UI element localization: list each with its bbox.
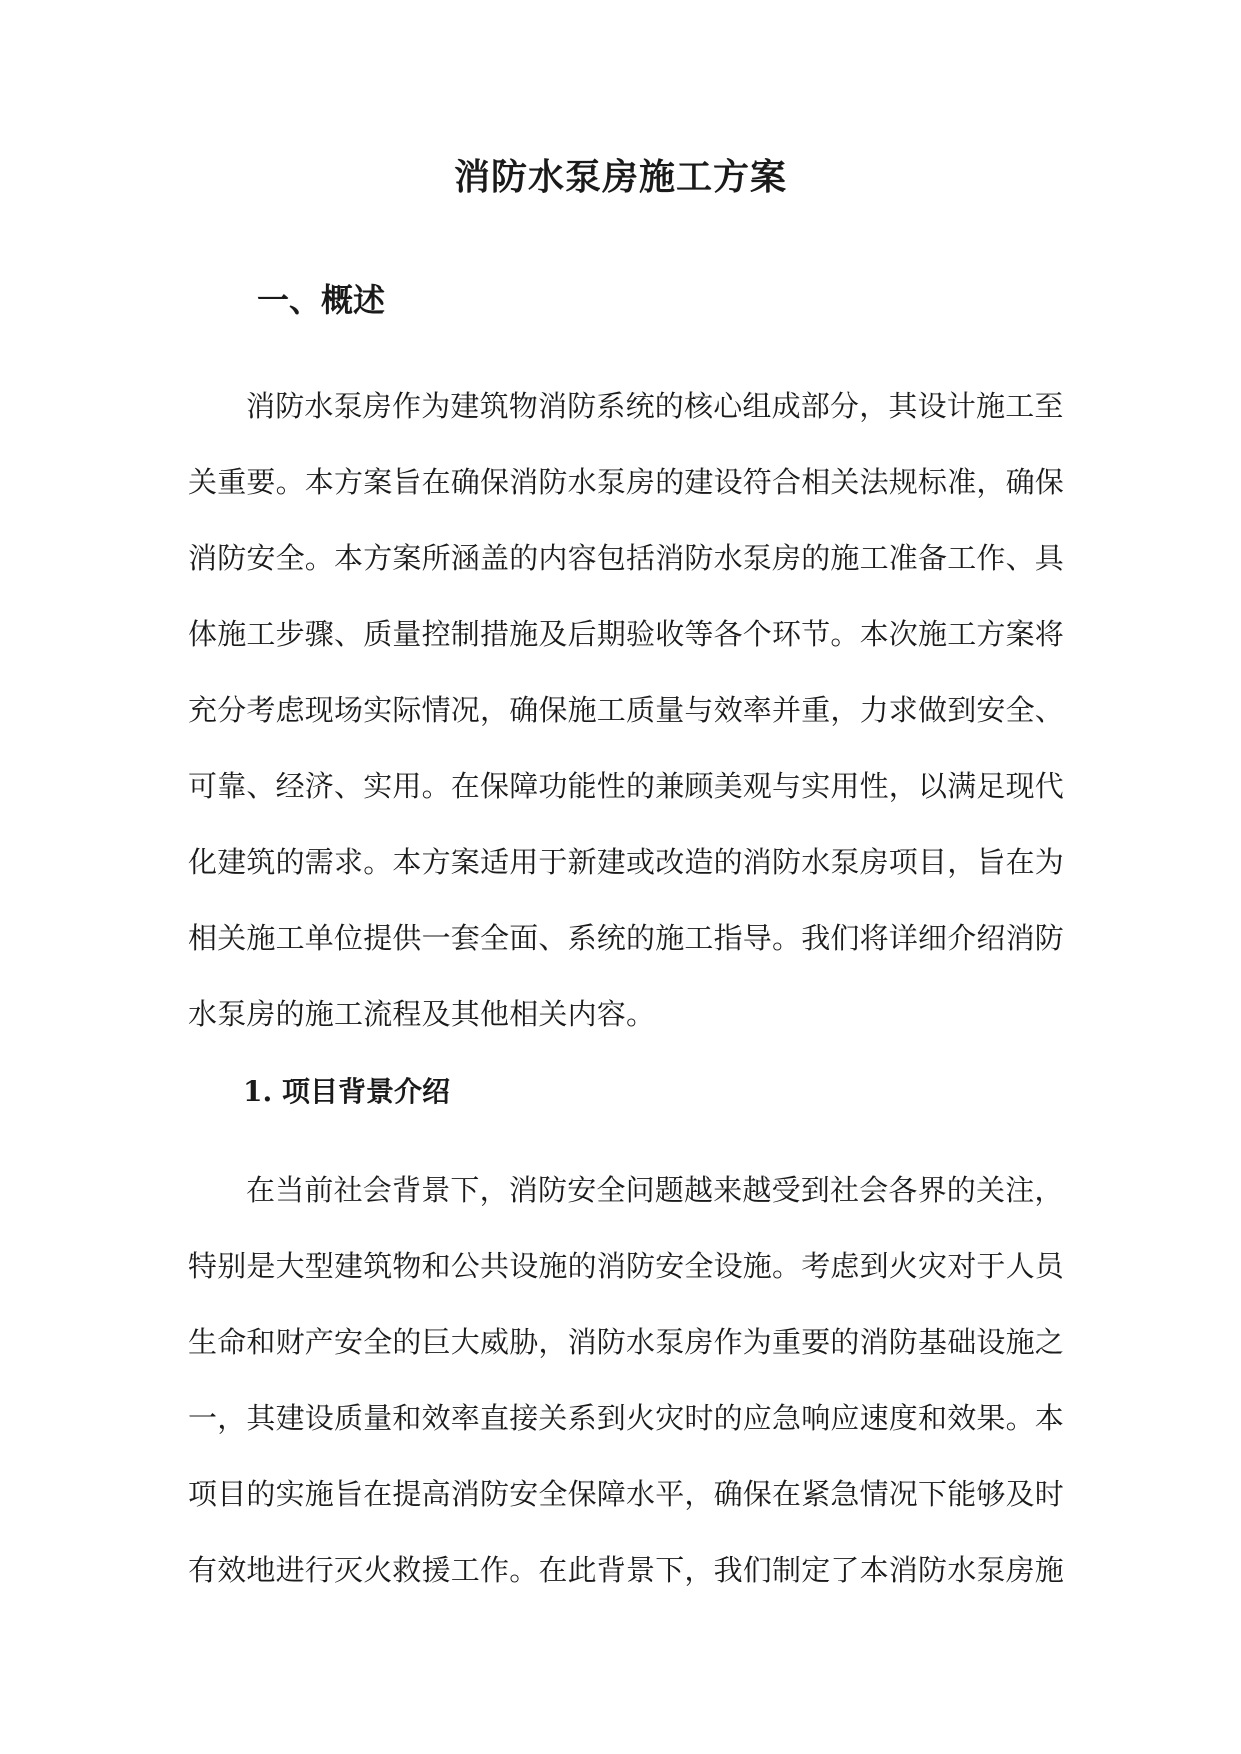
paragraph-line: 体施工步骤、质量控制措施及后期验收等各个环节。本次施工方案将 bbox=[188, 617, 1065, 651]
overview-paragraph bbox=[188, 368, 1088, 1052]
paragraph-line: 在当前社会背景下，消防安全问题越来越受到社会各界的关注， bbox=[246, 1173, 1064, 1207]
document-title: 消防水泵房施工方案 bbox=[453, 156, 787, 198]
paragraph-line: 一，其建设质量和效率直接关系到火灾时的应急响应速度和效果。本 bbox=[188, 1401, 1065, 1435]
paragraph-line: 消防水泵房作为建筑物消防系统的核心组成部分，其设计施工至 bbox=[246, 389, 1064, 423]
paragraph-line: 可靠、经济、实用。在保障功能性的兼顾美观与实用性，以满足现代 bbox=[188, 769, 1065, 803]
paragraph-line: 消防安全。本方案所涵盖的内容包括消防水泵房的施工准备工作、具 bbox=[188, 541, 1065, 575]
section-heading-overview: 一、概述 bbox=[257, 281, 386, 319]
paragraph-line: 充分考虑现场实际情况，确保施工质量与效率并重，力求做到安全、 bbox=[188, 693, 1065, 727]
paragraph-line: 特别是大型建筑物和公共设施的消防安全设施。考虑到火灾对于人员 bbox=[188, 1249, 1065, 1283]
paragraph-line: 水泵房的施工流程及其他相关内容。 bbox=[188, 997, 656, 1031]
paragraph-line: 生命和财产安全的巨大威胁，消防水泵房作为重要的消防基础设施之 bbox=[188, 1325, 1065, 1359]
paragraph-line: 化建筑的需求。本方案适用于新建或改造的消防水泵房项目，旨在为 bbox=[188, 845, 1065, 879]
paragraph-line: 项目的实施旨在提高消防安全保障水平，确保在紧急情况下能够及时 bbox=[188, 1477, 1065, 1511]
background-paragraph bbox=[188, 1152, 1088, 1608]
paragraph-line: 关重要。本方案旨在确保消防水泵房的建设符合相关法规标准，确保 bbox=[188, 465, 1065, 499]
paragraph-line: 有效地进行灭火救援工作。在此背景下，我们制定了本消防水泵房施 bbox=[188, 1553, 1065, 1587]
subsection-heading-background: 1. 项目背景介绍 bbox=[243, 1075, 450, 1108]
paragraph-line: 相关施工单位提供一套全面、系统的施工指导。我们将详细介绍消防 bbox=[188, 921, 1065, 955]
